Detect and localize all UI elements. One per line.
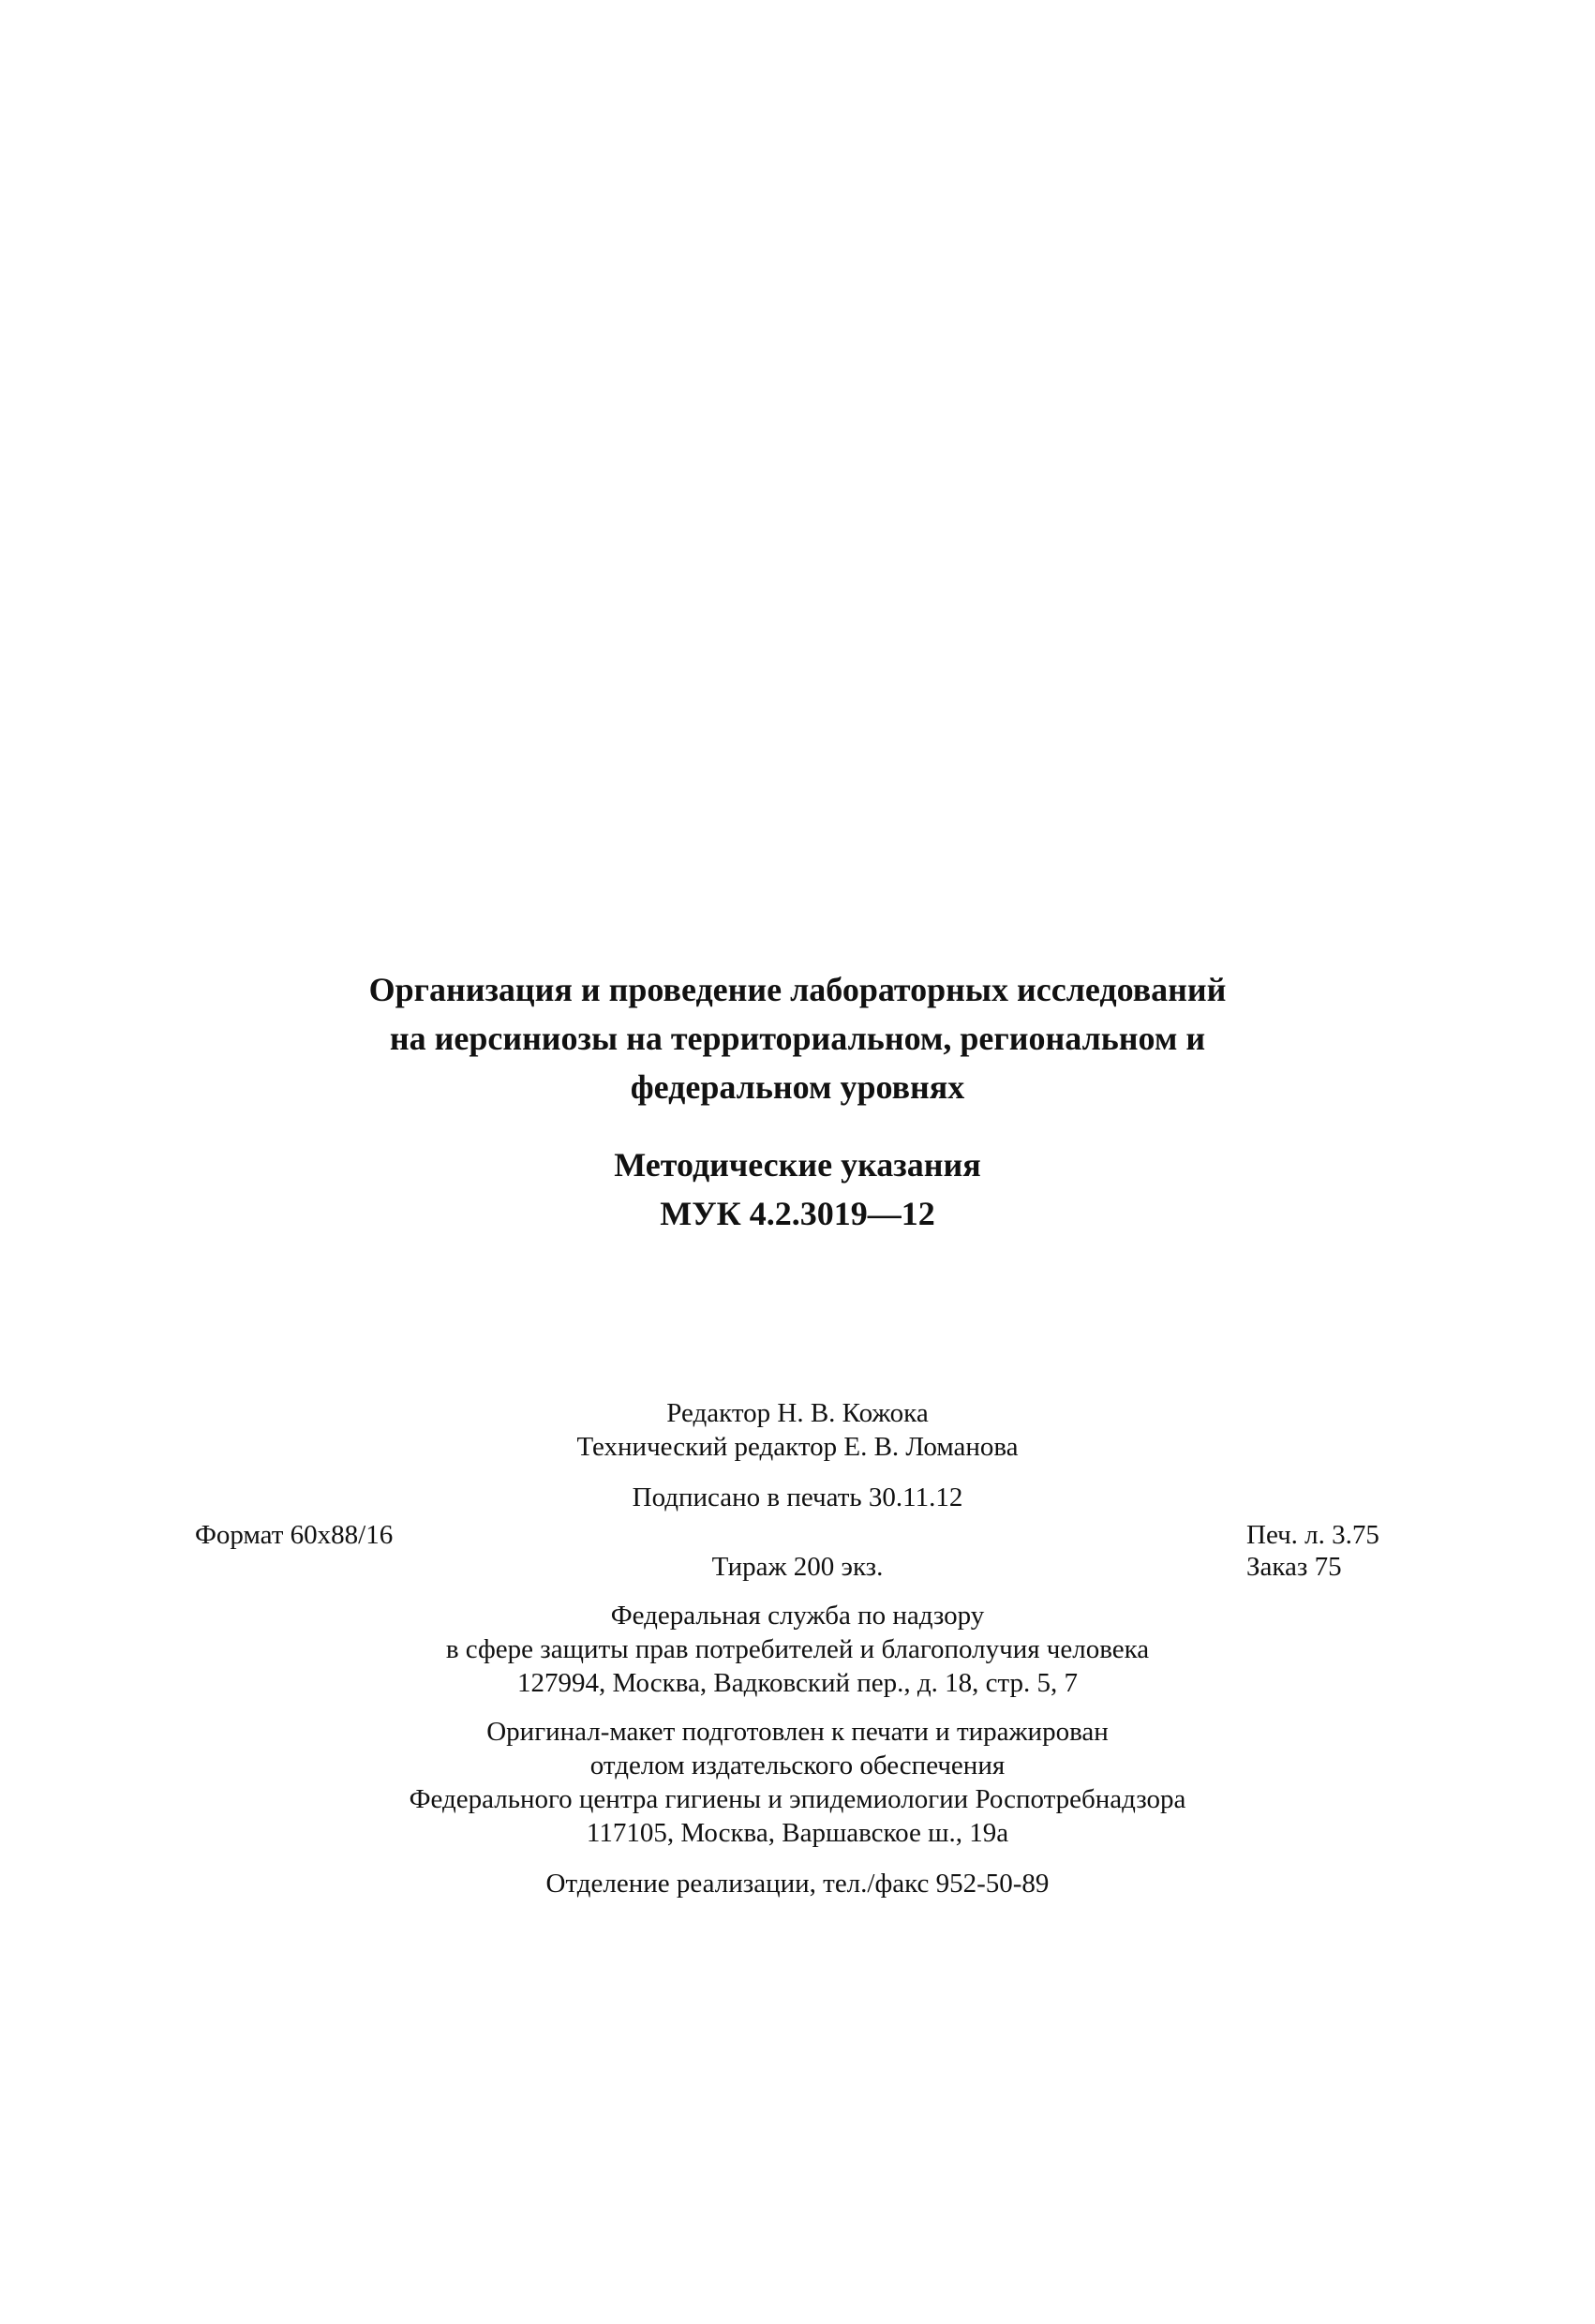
publisher-line-1: Федеральная служба по надзору xyxy=(610,1601,985,1631)
title-line-1: Организация и проведение лабораторных исследований xyxy=(368,971,1227,1008)
title-line-2: на иерсиниозы на территориальном, региональном и xyxy=(389,1020,1206,1057)
publisher-address: 127994, Москва, Вадковский пер., д. 18, стр. 5, 7 xyxy=(516,1668,1079,1698)
tech-editor-line: Технический редактор Е. В. Ломанова xyxy=(576,1432,1019,1462)
layout-line-3: Федерального центра гигиены и эпидемиологии Роспотребнадзора xyxy=(409,1784,1186,1814)
title-line-3: федеральном уровнях xyxy=(630,1068,965,1106)
editor-line: Редактор Н. В. Кожока xyxy=(666,1398,929,1428)
print-run-line: Тираж 200 экз. xyxy=(711,1552,884,1582)
publisher-line-2: в сфере защиты прав потребителей и благополучия человека xyxy=(445,1634,1150,1664)
signed-line: Подписано в печать 30.11.12 xyxy=(632,1482,963,1512)
sales-line: Отделение реализации, тел./факс 952-50-89 xyxy=(545,1869,1050,1899)
layout-address: 117105, Москва, Варшавское ш., 19а xyxy=(586,1818,1009,1848)
layout-line-2: отделом издательского обеспечения xyxy=(589,1750,1006,1780)
document-code: МУК 4.2.3019—12 xyxy=(660,1195,935,1232)
document-title xyxy=(0,965,1595,1111)
format-line: Формат 60x88/16 xyxy=(195,1520,394,1550)
sheets-line: Печ. л. 3.75 xyxy=(1246,1520,1379,1550)
document-subtitle xyxy=(0,1140,1595,1238)
order-line: Заказ 75 xyxy=(1246,1552,1342,1582)
layout-line-1: Оригинал-макет подготовлен к печати и тиражирован xyxy=(486,1717,1109,1747)
document-type: Методические указания xyxy=(614,1146,981,1184)
